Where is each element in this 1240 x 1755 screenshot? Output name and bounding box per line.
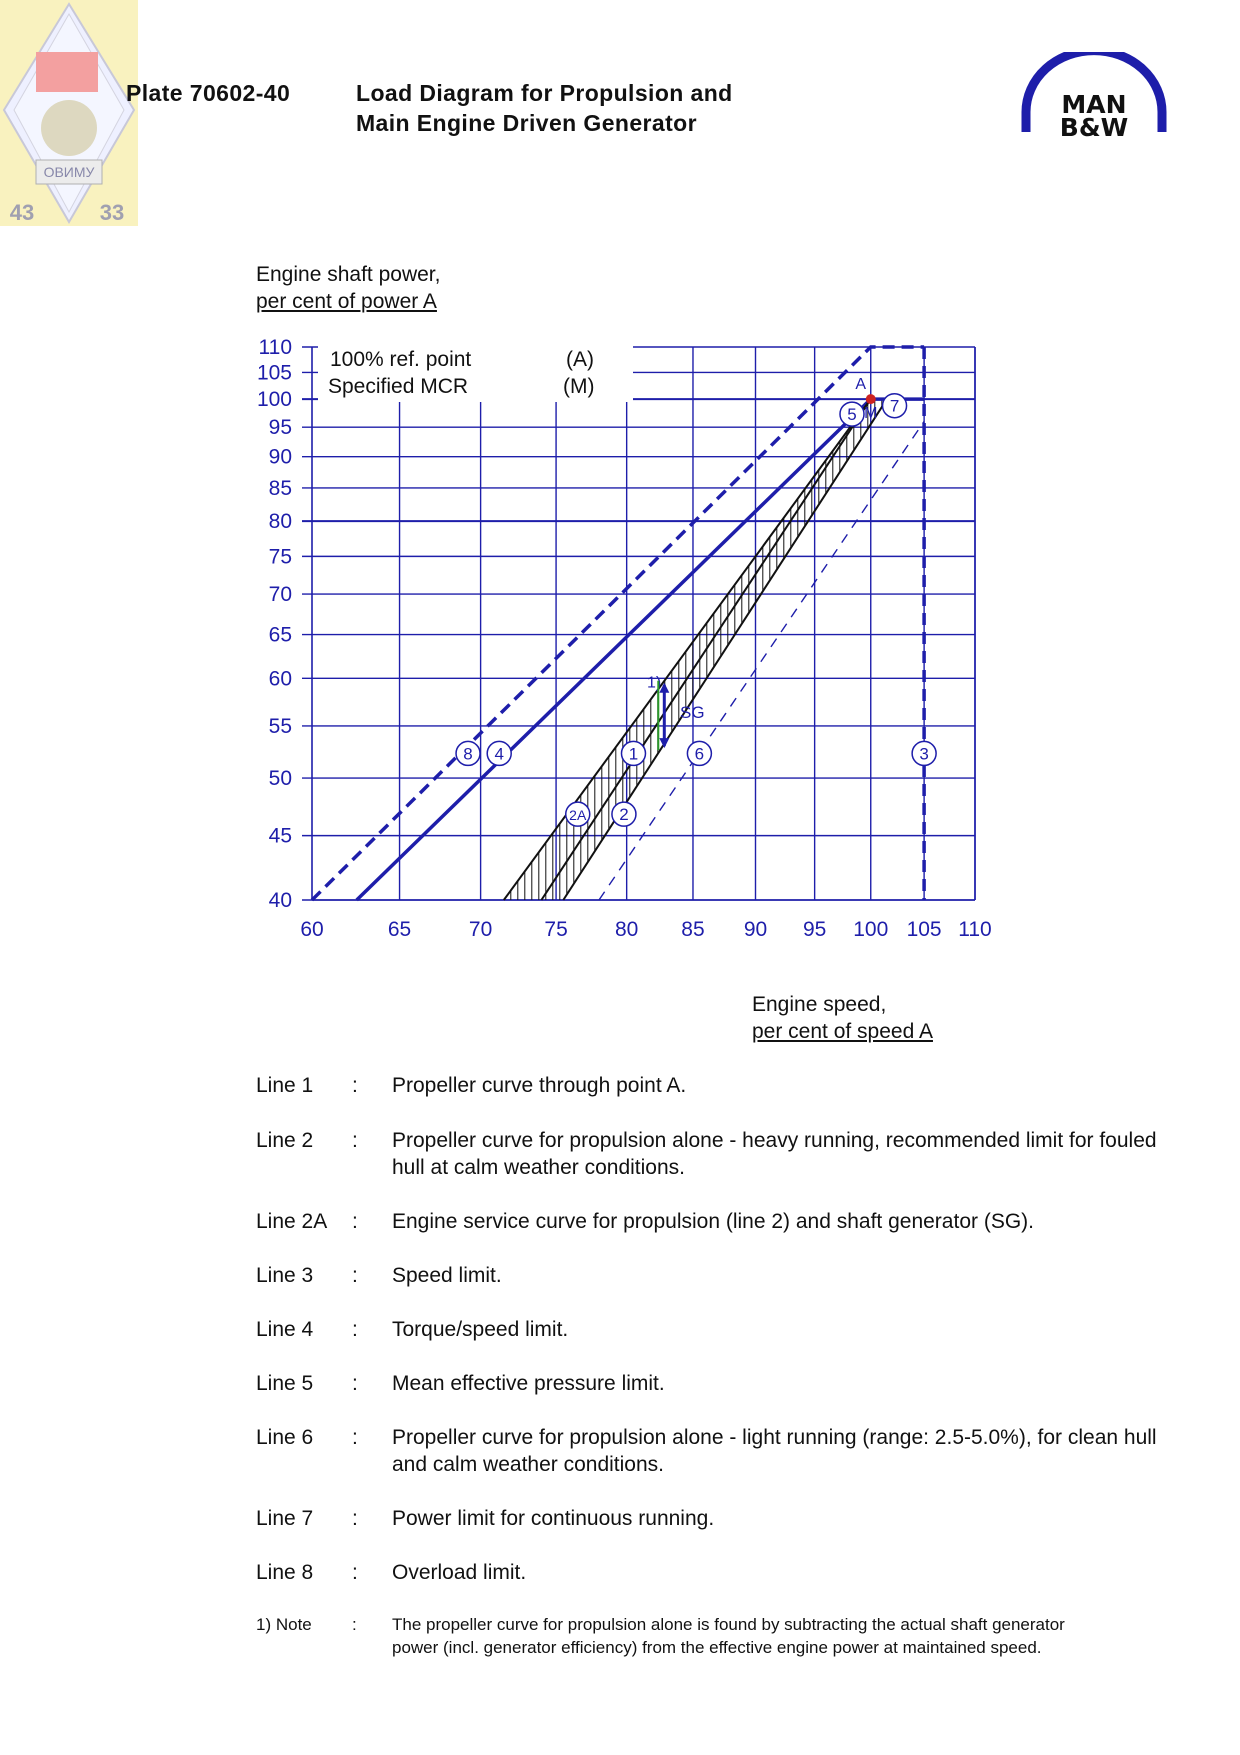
x-tick-label: 60 <box>300 918 324 941</box>
hatch-group <box>504 347 889 900</box>
legend-item-text: Engine service curve for propulsion (line 2) and shaft generator (SG). <box>392 1210 1034 1233</box>
legend-item-label: Line 4 <box>256 1318 314 1341</box>
legend-item-text: Mean effective pressure limit. <box>392 1372 665 1395</box>
x-tick-label: 110 <box>958 918 992 941</box>
y-tick-label: 40 <box>268 889 292 912</box>
legend-item-label: Line 2A <box>256 1210 328 1233</box>
line-label-2: 2 <box>619 805 629 825</box>
line-label-7: 7 <box>889 396 900 416</box>
legend-item <box>256 1559 1176 1613</box>
line-4 <box>357 399 871 900</box>
y-tick-label: 55 <box>268 714 292 738</box>
line-label-2A: 2A <box>569 807 587 824</box>
y-tick-label: 105 <box>256 361 292 385</box>
specified-mcr-point <box>866 394 876 404</box>
stamp-label: ОВИМУ <box>43 164 95 180</box>
legend-box-ref-code: (A) <box>566 348 594 371</box>
stamp-left-number: 43 <box>9 200 35 225</box>
x-tick-label: 65 <box>387 918 412 941</box>
y-tick-label: 65 <box>268 623 292 647</box>
line-1 <box>541 399 870 900</box>
footnote-separator: : <box>352 1615 357 1634</box>
x-axis-label-line2: per cent of speed A <box>752 1020 933 1043</box>
y-tick-label: 80 <box>268 510 292 534</box>
x-tick-label: 85 <box>681 918 705 941</box>
y-tick-label: 85 <box>268 476 292 500</box>
legend-item-separator: : <box>352 1318 358 1341</box>
note-1-marker: 1) <box>646 674 662 692</box>
line-2A <box>504 399 871 900</box>
legend-item <box>256 1208 1176 1262</box>
man-bw-logo <box>1020 52 1168 142</box>
x-tick-label: 75 <box>544 918 568 941</box>
legend-item <box>256 1505 1176 1559</box>
legend-item-separator: : <box>352 1210 358 1233</box>
y-tick-label: 75 <box>268 545 292 569</box>
stamp-right-number: 33 <box>99 200 125 225</box>
page-title-line2: Main Engine Driven Generator <box>356 110 697 136</box>
line-label-1: 1 <box>628 744 639 764</box>
line-label-4: 4 <box>494 744 504 764</box>
line-label-5: 5 <box>847 405 857 425</box>
legend-item <box>256 1316 1176 1370</box>
legend-box-mcr-code: (M) <box>563 375 595 398</box>
chart-line-labels <box>456 394 936 826</box>
hatched-band <box>504 347 889 900</box>
legend-item-separator: : <box>352 1129 358 1152</box>
point-m-label: M <box>864 405 878 423</box>
legend-item-text: Speed limit. <box>392 1264 502 1287</box>
y-axis-label-line2: per cent of power A <box>256 290 437 313</box>
legend-item-label: Line 2 <box>256 1129 314 1152</box>
ovimu-stamp <box>0 0 138 226</box>
plate-number: Plate 70602-40 <box>126 80 291 106</box>
footnote-label: 1) Note <box>256 1615 312 1634</box>
legend-item <box>256 1262 1176 1316</box>
line-6 <box>599 421 924 900</box>
y-tick-label: 70 <box>268 583 292 607</box>
legend-box-ref-point: 100% ref. point <box>330 348 472 371</box>
legend-item <box>256 1424 1176 1505</box>
legend-item-label: Line 3 <box>256 1264 314 1287</box>
logo-text-bw: B&W <box>1059 113 1129 142</box>
line-label-6: 6 <box>694 744 705 764</box>
legend-item-separator: : <box>352 1264 358 1287</box>
legend-item-text: Propeller curve for propulsion alone - heavy running, recommended limit for fouled hull at calm weather conditions. <box>392 1129 1157 1179</box>
x-tick-label: 70 <box>468 918 493 941</box>
legend-item-separator: : <box>352 1507 358 1530</box>
legend-box-mcr: Specified MCR <box>328 375 469 398</box>
legend-item-separator: : <box>352 1561 358 1584</box>
x-tick-label: 100 <box>853 918 889 941</box>
legend-item <box>256 1370 1176 1424</box>
y-tick-label: 45 <box>268 824 292 848</box>
footnote <box>256 1613 1176 1693</box>
line-legend <box>256 1072 1176 1693</box>
x-tick-label: 80 <box>614 918 639 941</box>
legend-item-separator: : <box>352 1074 358 1097</box>
y-tick-label: 95 <box>268 416 292 440</box>
legend-item-text: Power limit for continuous running. <box>392 1507 715 1530</box>
legend-item-label: Line 5 <box>256 1372 314 1395</box>
x-tick-label: 105 <box>906 918 942 941</box>
x-axis-label-line1: Engine speed, <box>752 993 887 1016</box>
legend-item-separator: : <box>352 1372 358 1395</box>
legend-item <box>256 1127 1176 1208</box>
y-tick-label: 60 <box>268 667 292 691</box>
legend-item-text: Propeller curve through point A. <box>392 1074 687 1097</box>
x-tick-label: 95 <box>802 918 827 941</box>
y-axis-label-line1: Engine shaft power, <box>256 263 441 286</box>
y-tick-label: 110 <box>258 336 292 359</box>
sg-label: SG <box>680 703 705 723</box>
legend-item-text: Torque/speed limit. <box>392 1318 569 1341</box>
legend-item <box>256 1072 1176 1127</box>
load-diagram-chart <box>0 300 1240 980</box>
x-tick-label: 90 <box>743 918 768 941</box>
logo-text-man: MAN <box>1061 90 1127 119</box>
legend-item-text: Overload limit. <box>392 1561 527 1584</box>
point-a-label: A <box>855 376 867 394</box>
y-tick-label: 100 <box>256 388 292 412</box>
legend-item-label: Line 8 <box>256 1561 314 1584</box>
page-title-line1: Load Diagram for Propulsion and <box>356 80 733 106</box>
legend-item-label: Line 6 <box>256 1426 314 1449</box>
line-label-3: 3 <box>919 744 929 764</box>
y-tick-label: 50 <box>268 767 292 791</box>
legend-item-label: Line 1 <box>256 1074 314 1097</box>
y-tick-label: 90 <box>268 445 292 469</box>
legend-item-separator: : <box>352 1426 358 1449</box>
legend-item-text: Propeller curve for propulsion alone - light running (range: 2.5-5.0%), for clean hull and calm weather conditions. <box>392 1426 1157 1476</box>
legend-item-label: Line 7 <box>256 1507 314 1530</box>
line-label-8: 8 <box>463 744 473 764</box>
footnote-text: The propeller curve for propulsion alone is found by subtracting the actual shaft generator power (incl. generator efficiency) from the effective engine power at maintained speed. <box>392 1615 1065 1657</box>
